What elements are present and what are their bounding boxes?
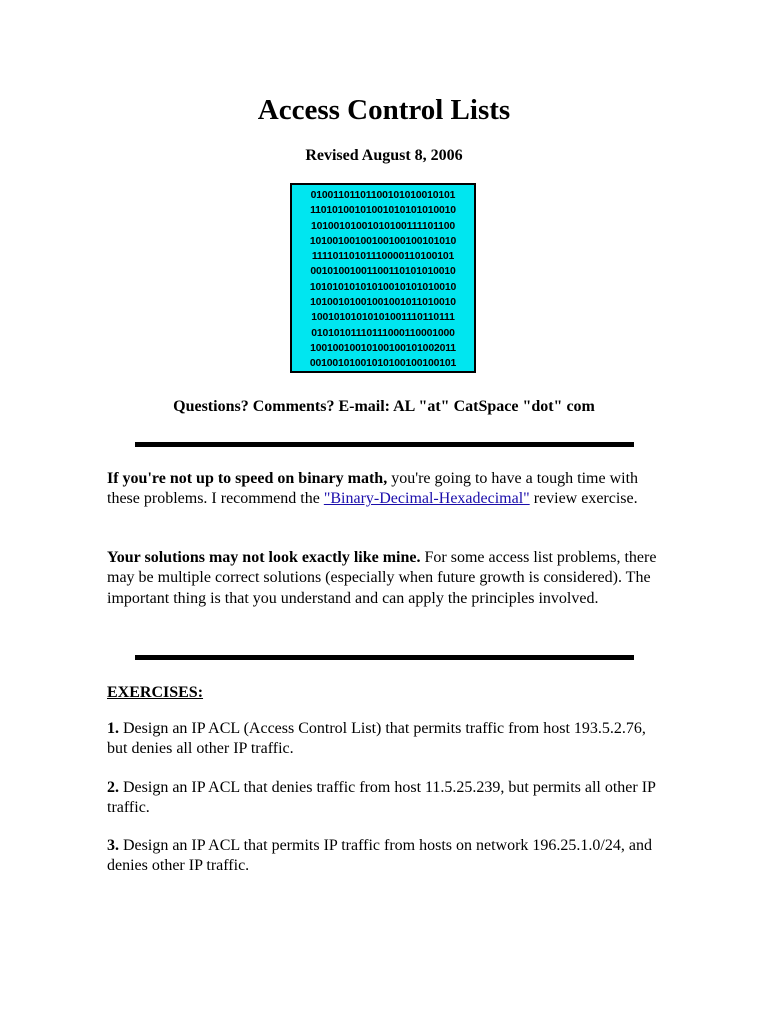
binary-line: 10010010010100100101002011 bbox=[310, 342, 456, 354]
exercise-number: 2. bbox=[107, 779, 119, 796]
intro-bold-lead: If you're not up to speed on binary math, bbox=[107, 470, 388, 487]
intro-text-end: review exercise. bbox=[529, 490, 638, 508]
revision-date: Revised August 8, 2006 bbox=[305, 147, 463, 164]
exercise-item bbox=[107, 778, 667, 819]
binary-line: 10100101001001001011010010 bbox=[310, 297, 456, 309]
binary-line: 01010101110111000110001000 bbox=[311, 327, 455, 339]
binary-line: 10100100100100100100101010 bbox=[309, 235, 457, 247]
binary-decimal-hexadecimal-link[interactable]: "Binary-Decimal-Hexadecimal" bbox=[323, 490, 530, 508]
binary-line: 01001101101100101010010101 bbox=[310, 190, 456, 201]
binary-line: 10100101001010100111101100 bbox=[310, 220, 456, 232]
solutions-text: For some access list problems, there may be multiple correct solutions (especially when future growth is considered). The important thing is that you understand and can apply the principles involved. bbox=[107, 549, 657, 607]
exercise-number: 1. bbox=[107, 720, 119, 737]
binary-line: 11010100101001010101010010 bbox=[310, 205, 456, 217]
binary-digits-image bbox=[290, 183, 476, 373]
exercise-text: Design an IP ACL (Access Control List) that permits traffic from host 193.5.2.76, but denies all other IP traffic. bbox=[107, 720, 646, 758]
binary-line: 10010101010101001110110111 bbox=[311, 312, 455, 324]
solutions-bold-lead: Your solutions may not look exactly like mine. bbox=[107, 549, 421, 566]
exercise-text: Design an IP ACL that denies traffic from host 11.5.25.239, but permits all other IP traffic. bbox=[107, 779, 656, 817]
intro-text: you're going to have a tough time with these problems. I recommend the bbox=[107, 470, 639, 508]
contact-line: Questions? Comments? E-mail: AL "at" CatSpace "dot" com bbox=[173, 398, 595, 415]
exercise-text: Design an IP ACL that permits IP traffic from hosts on network 196.25.1.0/24, and denies other IP traffic. bbox=[107, 837, 652, 875]
page-title: Access Control Lists bbox=[257, 94, 511, 126]
binary-line: 11110110101110000110100101 bbox=[311, 251, 455, 263]
horizontal-divider bbox=[135, 655, 634, 660]
exercise-number: 3. bbox=[107, 837, 119, 854]
binary-line: 00101001001100110101010010 bbox=[310, 266, 456, 278]
exercise-item bbox=[107, 836, 667, 877]
binary-line: 00100101001010100100100101 bbox=[309, 358, 457, 370]
exercise-item bbox=[107, 719, 667, 760]
horizontal-divider bbox=[135, 442, 634, 447]
intro-paragraph-solutions bbox=[107, 548, 667, 609]
binary-line: 10101010101010010101010010 bbox=[309, 281, 457, 293]
intro-paragraph-binary bbox=[107, 469, 667, 510]
exercises-heading: EXERCISES: bbox=[107, 684, 204, 701]
